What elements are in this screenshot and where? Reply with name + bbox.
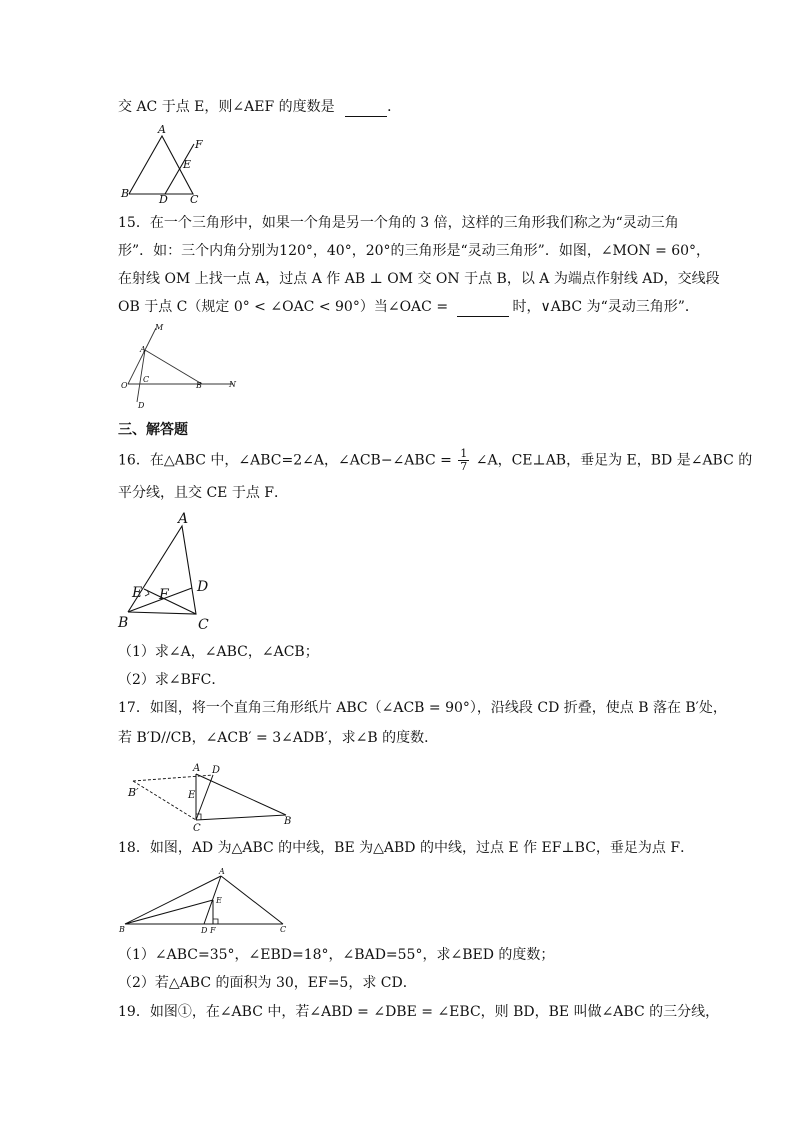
q15-line-2: 形”．如：三个内角分别为120°，40°，20°的三角形是“灵动三角形”．如图，∠MON = 60°， xyxy=(118,243,711,259)
q17-line-2: 若 B′D//CB，∠ACB′ = 3∠ADB′，求∠B 的度数． xyxy=(118,730,439,746)
q18-label-A: A xyxy=(219,867,225,876)
q16-label-E: E xyxy=(132,585,143,601)
q15-label-C: C xyxy=(143,375,150,384)
q15-answer-blank[interactable] xyxy=(457,302,509,317)
q15-line-1: 15．在一个三角形中，如果一个角是另一个角的 3 倍，这样的三角形我们称之为“灵动三角 xyxy=(118,215,679,231)
q16-line-2: 平分线，且交 CE 于点 F． xyxy=(118,485,288,501)
q17-label-A: A xyxy=(193,763,201,774)
q18-line-1: 18．如图，AD 为△ABC 的中线，BE 为△ABD 的中线，过点 E 作 EF⊥BC，垂足为点 F． xyxy=(118,840,695,856)
q14-period: ． xyxy=(387,99,402,115)
q18-label-C: C xyxy=(280,925,287,934)
q16-figure xyxy=(116,510,226,635)
section-title: 三、解答题 xyxy=(118,422,188,438)
q14-line-1 xyxy=(118,97,401,117)
q17-label-B-prime: B′ xyxy=(128,786,139,799)
q16-text-start: 16．在△ABC 中，∠ABC=2∠A，∠ACB−∠ABC = xyxy=(118,452,452,469)
q15-label-A: A xyxy=(140,345,146,354)
q18-label-D: D xyxy=(201,926,208,935)
q19-line-1: 19．如图①，在∠ABC 中，若∠ABD = ∠DBE = ∠EBC，则 BD，BE 叫做∠ABC 的三分线， xyxy=(118,1004,720,1020)
q16-line-1 xyxy=(118,448,752,473)
q15-figure xyxy=(118,322,243,410)
q18-label-F: F xyxy=(210,926,216,935)
q15-text-end: 时，∨ABC 为“灵动三角形”． xyxy=(512,299,699,315)
q16-label-B: B xyxy=(118,615,129,631)
q14-answer-blank[interactable] xyxy=(345,102,387,117)
q18-label-B: B xyxy=(119,925,125,934)
q16-label-F: F xyxy=(159,587,169,603)
q17-label-B: B xyxy=(284,816,292,827)
q17-label-D: D xyxy=(212,765,221,776)
q17-figure xyxy=(124,760,304,835)
q14-label-D: D xyxy=(159,193,168,206)
q15-line-3: 在射线 OM 上找一点 A，过点 A 作 AB ⊥ OM 交 ON 于点 B，以 A 为端点作射线 AD，交线段 xyxy=(118,271,720,287)
q16-sub-1: （1）求∠A，∠ABC，∠ACB； xyxy=(118,644,319,660)
q16-label-A: A xyxy=(178,511,189,527)
q17-line-1: 17．如图，将一个直角三角形纸片 ABC（∠ACB = 90°），沿线段 CD 折叠，使点 B 落在 B′处， xyxy=(118,700,727,716)
q15-label-B: B xyxy=(196,381,202,390)
q15-text-start: OB 于点 C（规定 0° < ∠OAC < 90°）当∠OAC = xyxy=(118,299,449,315)
q14-figure xyxy=(118,122,218,204)
q15-line-4 xyxy=(118,297,699,317)
q16-label-C: C xyxy=(198,617,209,633)
q18-sub-2: （2）若△ABC 的面积为 30，EF=5，求 CD． xyxy=(118,975,417,991)
q15-label-O: O xyxy=(121,381,128,390)
q16-fraction: $\frac{1}{7}$ xyxy=(460,447,468,473)
q16-text-end: ∠A，CE⊥AB，垂足为 E，BD 是∠ABC 的 xyxy=(475,452,753,469)
q16-sub-2: （2）求∠BFC． xyxy=(118,672,226,688)
q17-label-C: C xyxy=(193,823,201,834)
q14-label-E: E xyxy=(183,158,192,171)
q16-label-D: D xyxy=(197,579,209,595)
q18-sub-1: （1）∠ABC=35°，∠EBD=18°，∠BAD=55°，求∠BED 的度数； xyxy=(118,947,555,963)
q15-label-M: M xyxy=(155,323,164,332)
q14-label-B: B xyxy=(121,187,130,200)
q14-label-C: C xyxy=(190,193,199,206)
q17-label-E: E xyxy=(188,790,196,801)
q14-text: 交 AC 于点 E，则∠AEF 的度数是 xyxy=(118,99,335,115)
q14-label-F: F xyxy=(195,138,203,151)
q15-label-N: N xyxy=(229,380,236,389)
q15-label-D: D xyxy=(138,401,145,410)
q14-label-A: A xyxy=(158,123,166,136)
q18-label-E: E xyxy=(216,896,222,905)
q18-figure xyxy=(118,866,293,938)
